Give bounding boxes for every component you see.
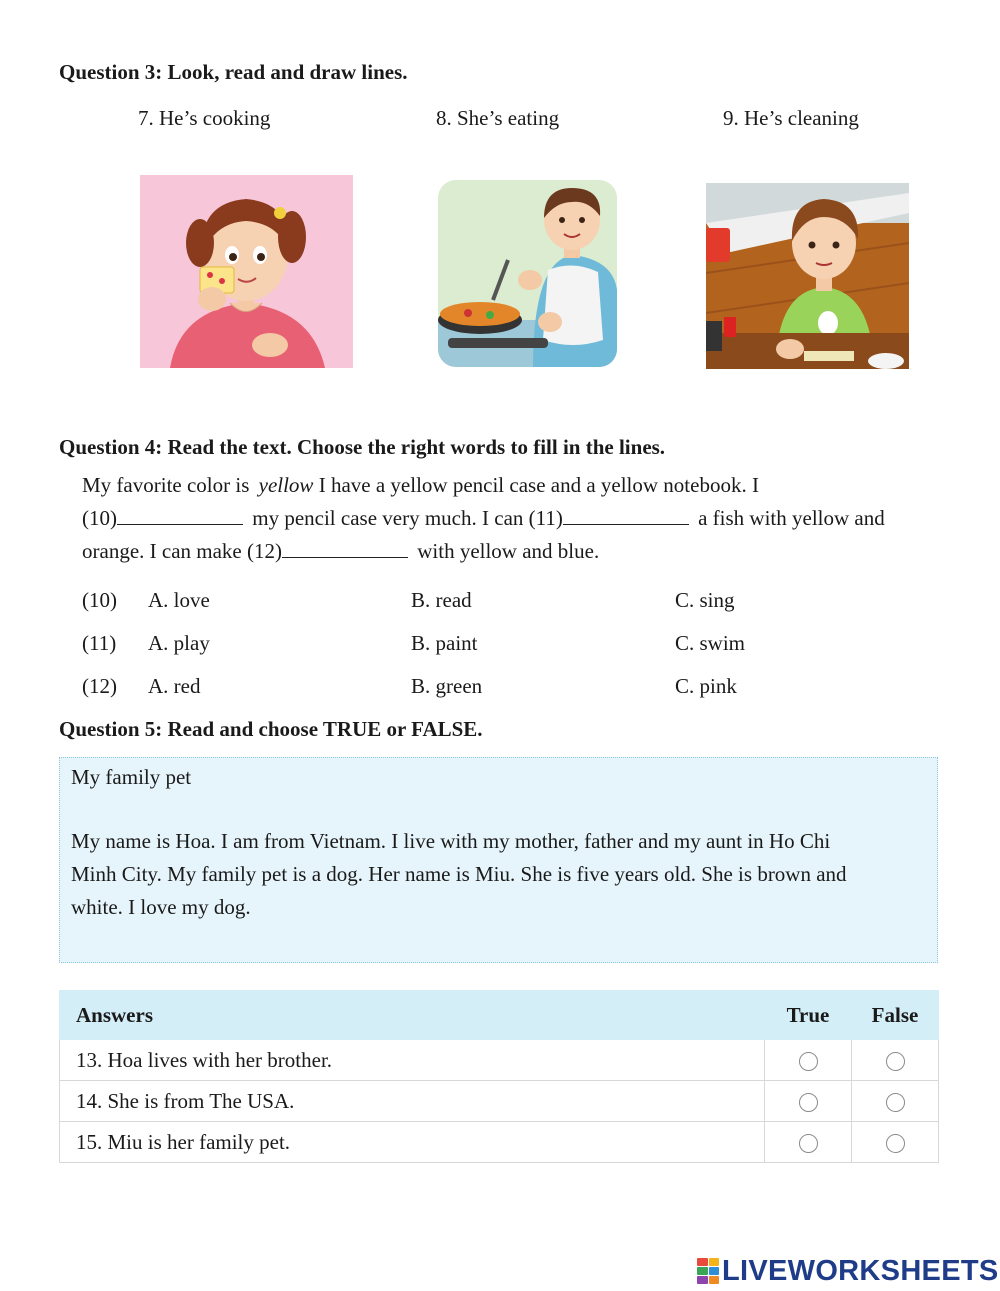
- radio-15-true[interactable]: [799, 1134, 818, 1153]
- blank-10[interactable]: [117, 506, 243, 525]
- logo-blocks-icon: [697, 1258, 719, 1284]
- caption-7: 7. He’s cooking: [138, 106, 271, 130]
- question-5-title: Question 5: Read and choose TRUE or FALSE.: [59, 717, 483, 741]
- caption-8: 8. She’s eating: [436, 106, 560, 130]
- reading-line-3: white. I love my dog.: [71, 895, 251, 919]
- option-10-a[interactable]: A. love: [148, 588, 210, 612]
- girl-eating-image[interactable]: [140, 175, 353, 368]
- man-cooking-image[interactable]: [438, 180, 617, 367]
- table-row: [60, 1081, 939, 1122]
- radio-13-true[interactable]: [799, 1052, 818, 1071]
- blank-12[interactable]: [282, 539, 408, 558]
- answers-header: Answers: [60, 991, 765, 1040]
- passage-title: My family pet: [71, 765, 192, 789]
- table-row: [60, 1122, 939, 1163]
- radio-13-false[interactable]: [886, 1052, 905, 1071]
- passage-line-1: My favorite color is yellow I have a yellow pencil case and a yellow notebook. I: [82, 473, 759, 497]
- statement-14: 14. She is from The USA.: [60, 1081, 765, 1122]
- reading-line-2: Minh City. My family pet is a dog. Her name is Miu. She is five years old. She is brown and: [71, 862, 847, 886]
- table-header-row: [60, 991, 939, 1040]
- liveworksheets-logo[interactable]: [697, 1255, 999, 1287]
- reading-line-1: My name is Hoa. I am from Vietnam. I live with my mother, father and my aunt in Ho Chi: [71, 829, 831, 853]
- radio-15-false[interactable]: [886, 1134, 905, 1153]
- option-row-12-number: (12): [82, 674, 117, 698]
- logo-text: LIVEWORKSHEETS: [722, 1254, 999, 1287]
- option-10-b[interactable]: B. read: [411, 588, 472, 612]
- radio-14-true[interactable]: [799, 1093, 818, 1112]
- true-header: True: [765, 991, 852, 1040]
- option-12-a[interactable]: A. red: [148, 674, 201, 698]
- table-row: [60, 1040, 939, 1081]
- option-11-a[interactable]: A. play: [148, 631, 210, 655]
- caption-9: 9. He’s cleaning: [723, 106, 859, 130]
- reading-passage-box: [59, 757, 938, 963]
- question-4-title: Question 4: Read the text. Choose the right words to fill in the lines.: [59, 435, 666, 459]
- option-12-b[interactable]: B. green: [411, 674, 483, 698]
- radio-14-false[interactable]: [886, 1093, 905, 1112]
- question-3-title: Question 3: Look, read and draw lines.: [59, 60, 408, 84]
- true-false-table: [59, 990, 939, 1163]
- statement-15: 15. Miu is her family pet.: [60, 1122, 765, 1163]
- passage-line-3: orange. I can make (12) with yellow and blue.: [82, 539, 600, 563]
- option-row-10-number: (10): [82, 588, 117, 612]
- reading-passage: [71, 825, 931, 924]
- false-header: False: [852, 991, 939, 1040]
- filled-word-yellow: yellow: [258, 473, 314, 497]
- option-12-c[interactable]: C. pink: [675, 674, 737, 698]
- option-11-c[interactable]: C. swim: [675, 631, 746, 655]
- question-4-passage: [82, 469, 952, 568]
- option-11-b[interactable]: B. paint: [411, 631, 478, 655]
- boy-cleaning-image[interactable]: [706, 183, 909, 369]
- statement-13: 13. Hoa lives with her brother.: [60, 1040, 765, 1081]
- passage-line-2: (10) my pencil case very much. I can (11) a fish with yellow and: [82, 506, 885, 530]
- option-row-11-number: (11): [82, 631, 117, 655]
- option-10-c[interactable]: C. sing: [675, 588, 735, 612]
- blank-11[interactable]: [563, 506, 689, 525]
